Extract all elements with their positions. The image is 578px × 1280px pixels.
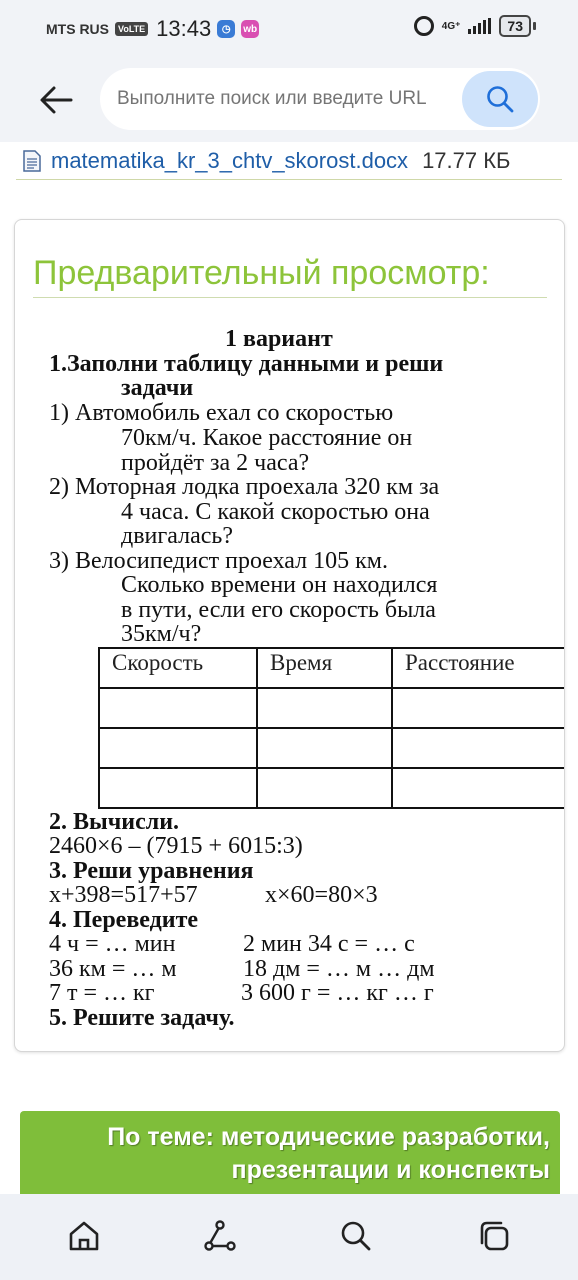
table-cell (99, 768, 257, 808)
bottom-navigation (0, 1194, 578, 1280)
conversion-3a: 7 т = … кг (49, 980, 155, 1006)
conversion-2b: 18 дм = … м … дм (243, 956, 435, 982)
preview-title: Предварительный просмотр: (33, 254, 490, 292)
document-icon (23, 150, 41, 172)
share-button[interactable] (198, 1214, 242, 1258)
conversion-2a: 36 км = … м (49, 956, 177, 982)
status-time: 13:43 (156, 16, 212, 41)
signal-icon (468, 18, 491, 34)
back-button[interactable] (36, 80, 76, 120)
header-speed: Скорость (99, 648, 257, 688)
alarm-icon (414, 16, 434, 36)
problem1-line3: пройдёт за 2 часа? (121, 450, 310, 476)
carrier-name: MTS RUS (46, 21, 109, 37)
address-field[interactable] (100, 68, 540, 130)
task1-heading-cont: задачи (121, 375, 194, 401)
tabs-button[interactable] (472, 1214, 516, 1258)
url-input[interactable] (117, 88, 447, 110)
home-button[interactable] (62, 1214, 106, 1258)
table-cell (99, 688, 257, 728)
table-cell (257, 728, 392, 768)
home-icon (67, 1219, 101, 1253)
equation-1: x+398=517+57 (49, 882, 198, 908)
task4-heading: 4. Переведите (49, 907, 199, 933)
problem1-line1: 1) Автомобиль ехал со скоростью (49, 400, 394, 426)
file-row (16, 142, 562, 180)
battery-icon (499, 15, 531, 37)
problem3-line1: 3) Велосипедист проехал 105 км. (49, 548, 388, 574)
task2-heading: 2. Вычисли. (49, 809, 180, 835)
table-row (99, 688, 565, 728)
table-row (99, 728, 565, 768)
table-cell (392, 768, 565, 808)
preview-card (14, 219, 565, 1052)
task1-heading: 1.Заполни таблицу данными и реши (49, 351, 444, 377)
table-row (99, 768, 565, 808)
table-cell (392, 728, 565, 768)
browser-toolbar (0, 56, 578, 142)
task5-heading: 5. Решите задачу. (49, 1005, 235, 1031)
problem1-line2: 70км/ч. Какое расстояние он (121, 425, 413, 451)
banner-line-2: презентации и конспекты (231, 1156, 550, 1184)
task2-expression: 2460×6 – (7915 + 6015:3) (49, 833, 303, 859)
clock-app-icon: ◷ (217, 20, 235, 38)
table-cell (392, 688, 565, 728)
problem2-line2: 4 часа. С какой скоростью она (121, 499, 430, 525)
problem3-line4: 35км/ч? (121, 621, 202, 647)
topic-banner[interactable] (20, 1111, 560, 1201)
search-icon (485, 84, 515, 114)
equation-2: x×60=80×3 (265, 882, 378, 908)
problem3-line3: в пути, если его скорость была (121, 597, 436, 623)
banner-line-1: По теме: методические разработки, (107, 1123, 550, 1151)
problem3-line2: Сколько времени он находился (121, 572, 438, 598)
header-distance: Расстояние (392, 648, 565, 688)
battery-tip (533, 22, 536, 30)
wildberries-icon: wb (241, 20, 259, 38)
conversion-3b: 3 600 г = … кг … г (241, 980, 434, 1006)
table-cell (99, 728, 257, 768)
variant-heading: 1 вариант (225, 326, 333, 352)
table-cell (257, 688, 392, 728)
file-size: 17.77 КБ (422, 147, 511, 173)
tabs-icon (477, 1219, 511, 1253)
conversion-1b: 2 мин 34 с = … с (243, 931, 415, 957)
preview-divider (33, 297, 547, 298)
share-icon (203, 1219, 237, 1253)
status-bar (0, 0, 578, 56)
search-button[interactable] (462, 71, 538, 127)
status-left (46, 16, 259, 42)
search-icon (339, 1219, 373, 1253)
battery-level: 73 (507, 18, 523, 34)
table-header-row (99, 648, 565, 688)
arrow-left-icon (39, 85, 73, 115)
conversion-1a: 4 ч = … мин (49, 931, 176, 957)
problem2-line3: двигалась? (121, 523, 233, 549)
network-type: 4G⁺ (441, 20, 461, 32)
problem2-line1: 2) Моторная лодка проехала 320 км за (49, 474, 440, 500)
data-table (98, 647, 565, 809)
task3-heading: 3. Реши уравнения (49, 858, 254, 884)
file-download-link[interactable]: matematika_kr_3_chtv_skorost.docx (51, 147, 409, 173)
search-nav-button[interactable] (334, 1214, 378, 1258)
header-time: Время (257, 648, 392, 688)
table-cell (257, 768, 392, 808)
volte-badge: VoLTE (115, 22, 148, 36)
status-right (414, 15, 536, 37)
